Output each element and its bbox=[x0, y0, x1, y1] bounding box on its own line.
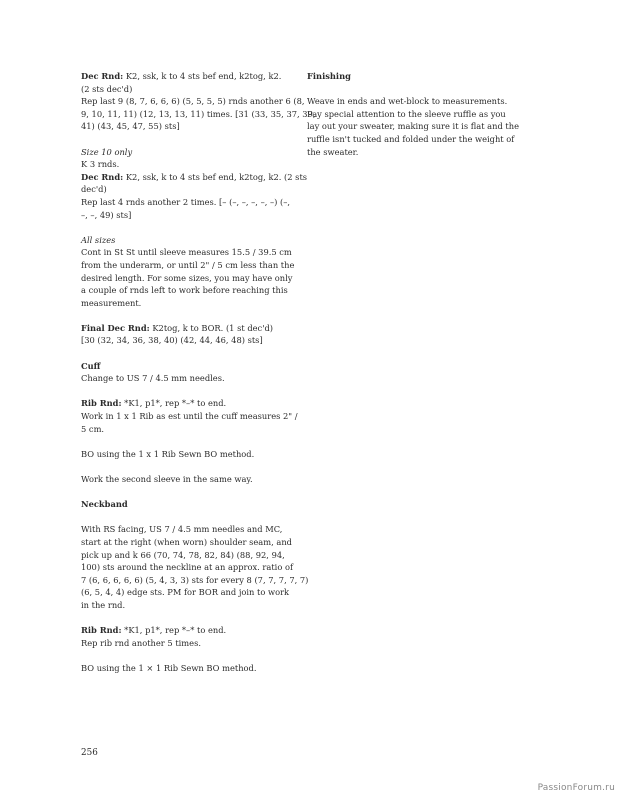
text-line bbox=[307, 133, 513, 146]
body-text: Rep rib rnd another 5 times. bbox=[81, 637, 201, 648]
body-text: *K1, p1*, rep *–* to end. bbox=[121, 625, 227, 636]
text-line bbox=[81, 360, 287, 373]
body-text: K2tog, k to BOR. (1 st dec'd) bbox=[149, 322, 274, 333]
paragraph bbox=[81, 473, 287, 486]
body-text: Cont in St St until sleeve measures 15.5 / 39.5 cm bbox=[81, 247, 292, 258]
text-line bbox=[81, 523, 287, 536]
bold-label: Dec Rnd: bbox=[81, 171, 124, 182]
text-line bbox=[307, 120, 520, 133]
text-line bbox=[81, 83, 287, 96]
body-text: from the underarm, or until 2" / 5 cm less than the bbox=[81, 259, 295, 270]
body-text: [30 (32, 34, 36, 38, 40) (42, 44, 46, 48) sts] bbox=[81, 335, 263, 346]
paragraph bbox=[81, 397, 298, 435]
body-text: (6, 5, 4, 4) edge sts. PM for BOR and join to work bbox=[81, 587, 290, 598]
body-text: (2 sts dec'd) bbox=[81, 83, 133, 94]
text-line bbox=[81, 272, 293, 285]
bold-label: Finishing bbox=[307, 71, 351, 81]
paragraph bbox=[81, 624, 287, 649]
text-line bbox=[81, 624, 287, 637]
text-line bbox=[81, 171, 308, 184]
bold-label: Final Dec Rnd: bbox=[81, 322, 150, 333]
body-text: start at the right (when worn) shoulder seam, and bbox=[81, 536, 292, 547]
body-text: K2, ssk, k to 4 sts bef end, k2tog, k2. bbox=[123, 71, 282, 81]
paragraph bbox=[307, 70, 513, 83]
bold-label: Rib Rnd: bbox=[81, 625, 122, 636]
text-line bbox=[81, 284, 287, 297]
body-text: *K1, p1*, rep *–* to end. bbox=[121, 398, 227, 409]
text-line bbox=[81, 448, 287, 461]
paragraph bbox=[81, 448, 287, 461]
text-line bbox=[81, 183, 287, 196]
body-text: desired length. For some sizes, you may have only bbox=[81, 272, 293, 283]
text-line bbox=[307, 108, 513, 121]
body-text: Pay special attention to the sleeve ruffle as you bbox=[307, 108, 506, 119]
text-line bbox=[81, 70, 287, 83]
italic-subheading: Size 10 only bbox=[81, 146, 133, 157]
body-text: pick up and k 66 (70, 74, 78, 82, 84) (88, 92, 94, bbox=[81, 549, 285, 560]
text-line bbox=[81, 108, 316, 121]
text-line bbox=[81, 410, 298, 423]
body-text: 5 cm. bbox=[81, 423, 105, 434]
body-text: 100) sts around the neckline at an approx. ratio of bbox=[81, 562, 294, 573]
paragraph bbox=[81, 234, 295, 310]
text-line bbox=[81, 549, 287, 562]
body-text: 9, 10, 11, 11) (12, 13, 13, 11) times. [31 (33, 35, 37, 39, bbox=[81, 108, 316, 119]
text-line bbox=[81, 586, 290, 599]
body-text: measurement. bbox=[81, 297, 142, 308]
text-line bbox=[81, 334, 287, 347]
body-text: a couple of rnds left to work before reaching this bbox=[81, 285, 288, 296]
text-line bbox=[81, 234, 287, 247]
body-text: BO using the 1 x 1 Rib Sewn BO method. bbox=[81, 448, 255, 459]
text-line bbox=[81, 561, 294, 574]
body-text: ruffle isn't tucked and folded under the weight of bbox=[307, 133, 515, 144]
body-text: K2, ssk, k to 4 sts bef end, k2tog, k2. (2 sts bbox=[123, 171, 308, 182]
text-line bbox=[307, 95, 513, 108]
paragraph bbox=[81, 70, 316, 133]
paragraph bbox=[81, 146, 308, 222]
text-line bbox=[81, 259, 295, 272]
paragraph bbox=[81, 523, 309, 611]
body-text: Work in 1 x 1 Rib as est until the cuff measures 2" / bbox=[81, 411, 298, 422]
text-line bbox=[81, 146, 287, 159]
paragraph bbox=[81, 360, 287, 385]
page-number: 256 bbox=[81, 748, 98, 758]
text-line bbox=[81, 209, 287, 222]
body-text: Work the second sleeve in the same way. bbox=[81, 474, 253, 484]
body-text: With RS facing, US 7 / 4.5 mm needles and MC, bbox=[81, 524, 283, 535]
body-text: 7 (6, 6, 6, 6, 6) (5, 4, 3, 3) sts for every 8 (7, 7, 7, 7, 7) bbox=[81, 574, 309, 585]
text-line bbox=[81, 662, 287, 675]
body-text: –, –, 49) sts] bbox=[81, 209, 132, 220]
text-line bbox=[307, 70, 513, 83]
body-text: lay out your sweater, making sure it is flat and the bbox=[307, 121, 520, 132]
text-line bbox=[81, 297, 287, 310]
right-column bbox=[307, 70, 520, 171]
body-text: Change to US 7 / 4.5 mm needles. bbox=[81, 373, 225, 384]
text-line bbox=[81, 637, 287, 650]
text-line bbox=[81, 158, 287, 171]
bold-label: Neckband bbox=[81, 499, 128, 510]
text-line bbox=[81, 574, 309, 587]
paragraph bbox=[81, 662, 287, 675]
italic-subheading: All sizes bbox=[81, 234, 116, 245]
text-line bbox=[81, 120, 287, 133]
text-line bbox=[81, 196, 291, 209]
text-line bbox=[81, 322, 287, 335]
paragraph bbox=[307, 95, 520, 158]
text-line bbox=[307, 146, 513, 159]
text-line bbox=[81, 536, 292, 549]
text-line bbox=[81, 95, 305, 108]
text-line bbox=[81, 246, 292, 259]
text-line bbox=[81, 599, 287, 612]
paragraph bbox=[81, 498, 287, 511]
body-text: Rep last 4 rnds another 2 times. [– (–, –, –, –, –) (–, bbox=[81, 196, 291, 207]
left-column bbox=[81, 70, 316, 687]
body-text: in the rnd. bbox=[81, 599, 126, 610]
body-text: K 3 rnds. bbox=[81, 159, 120, 170]
body-text: Weave in ends and wet-block to measurements. bbox=[307, 96, 508, 107]
body-text: Rep last 9 (8, 7, 6, 6, 6) (5, 5, 5, 5) rnds another 6 (8, bbox=[81, 96, 305, 107]
bold-label: Cuff bbox=[81, 360, 101, 371]
body-text: BO using the 1 × 1 Rib Sewn BO method. bbox=[81, 662, 257, 673]
text-line bbox=[81, 498, 287, 511]
body-text: dec'd) bbox=[81, 184, 107, 195]
body-text: the sweater. bbox=[307, 146, 359, 157]
text-line bbox=[81, 473, 287, 486]
body-text: 41) (43, 45, 47, 55) sts] bbox=[81, 121, 180, 132]
bold-label: Dec Rnd: bbox=[81, 71, 124, 81]
text-line bbox=[81, 372, 287, 385]
watermark: PassionForum.ru bbox=[537, 783, 615, 793]
text-line bbox=[81, 423, 287, 436]
bold-label: Rib Rnd: bbox=[81, 398, 122, 409]
text-line bbox=[81, 397, 287, 410]
paragraph bbox=[81, 322, 287, 347]
